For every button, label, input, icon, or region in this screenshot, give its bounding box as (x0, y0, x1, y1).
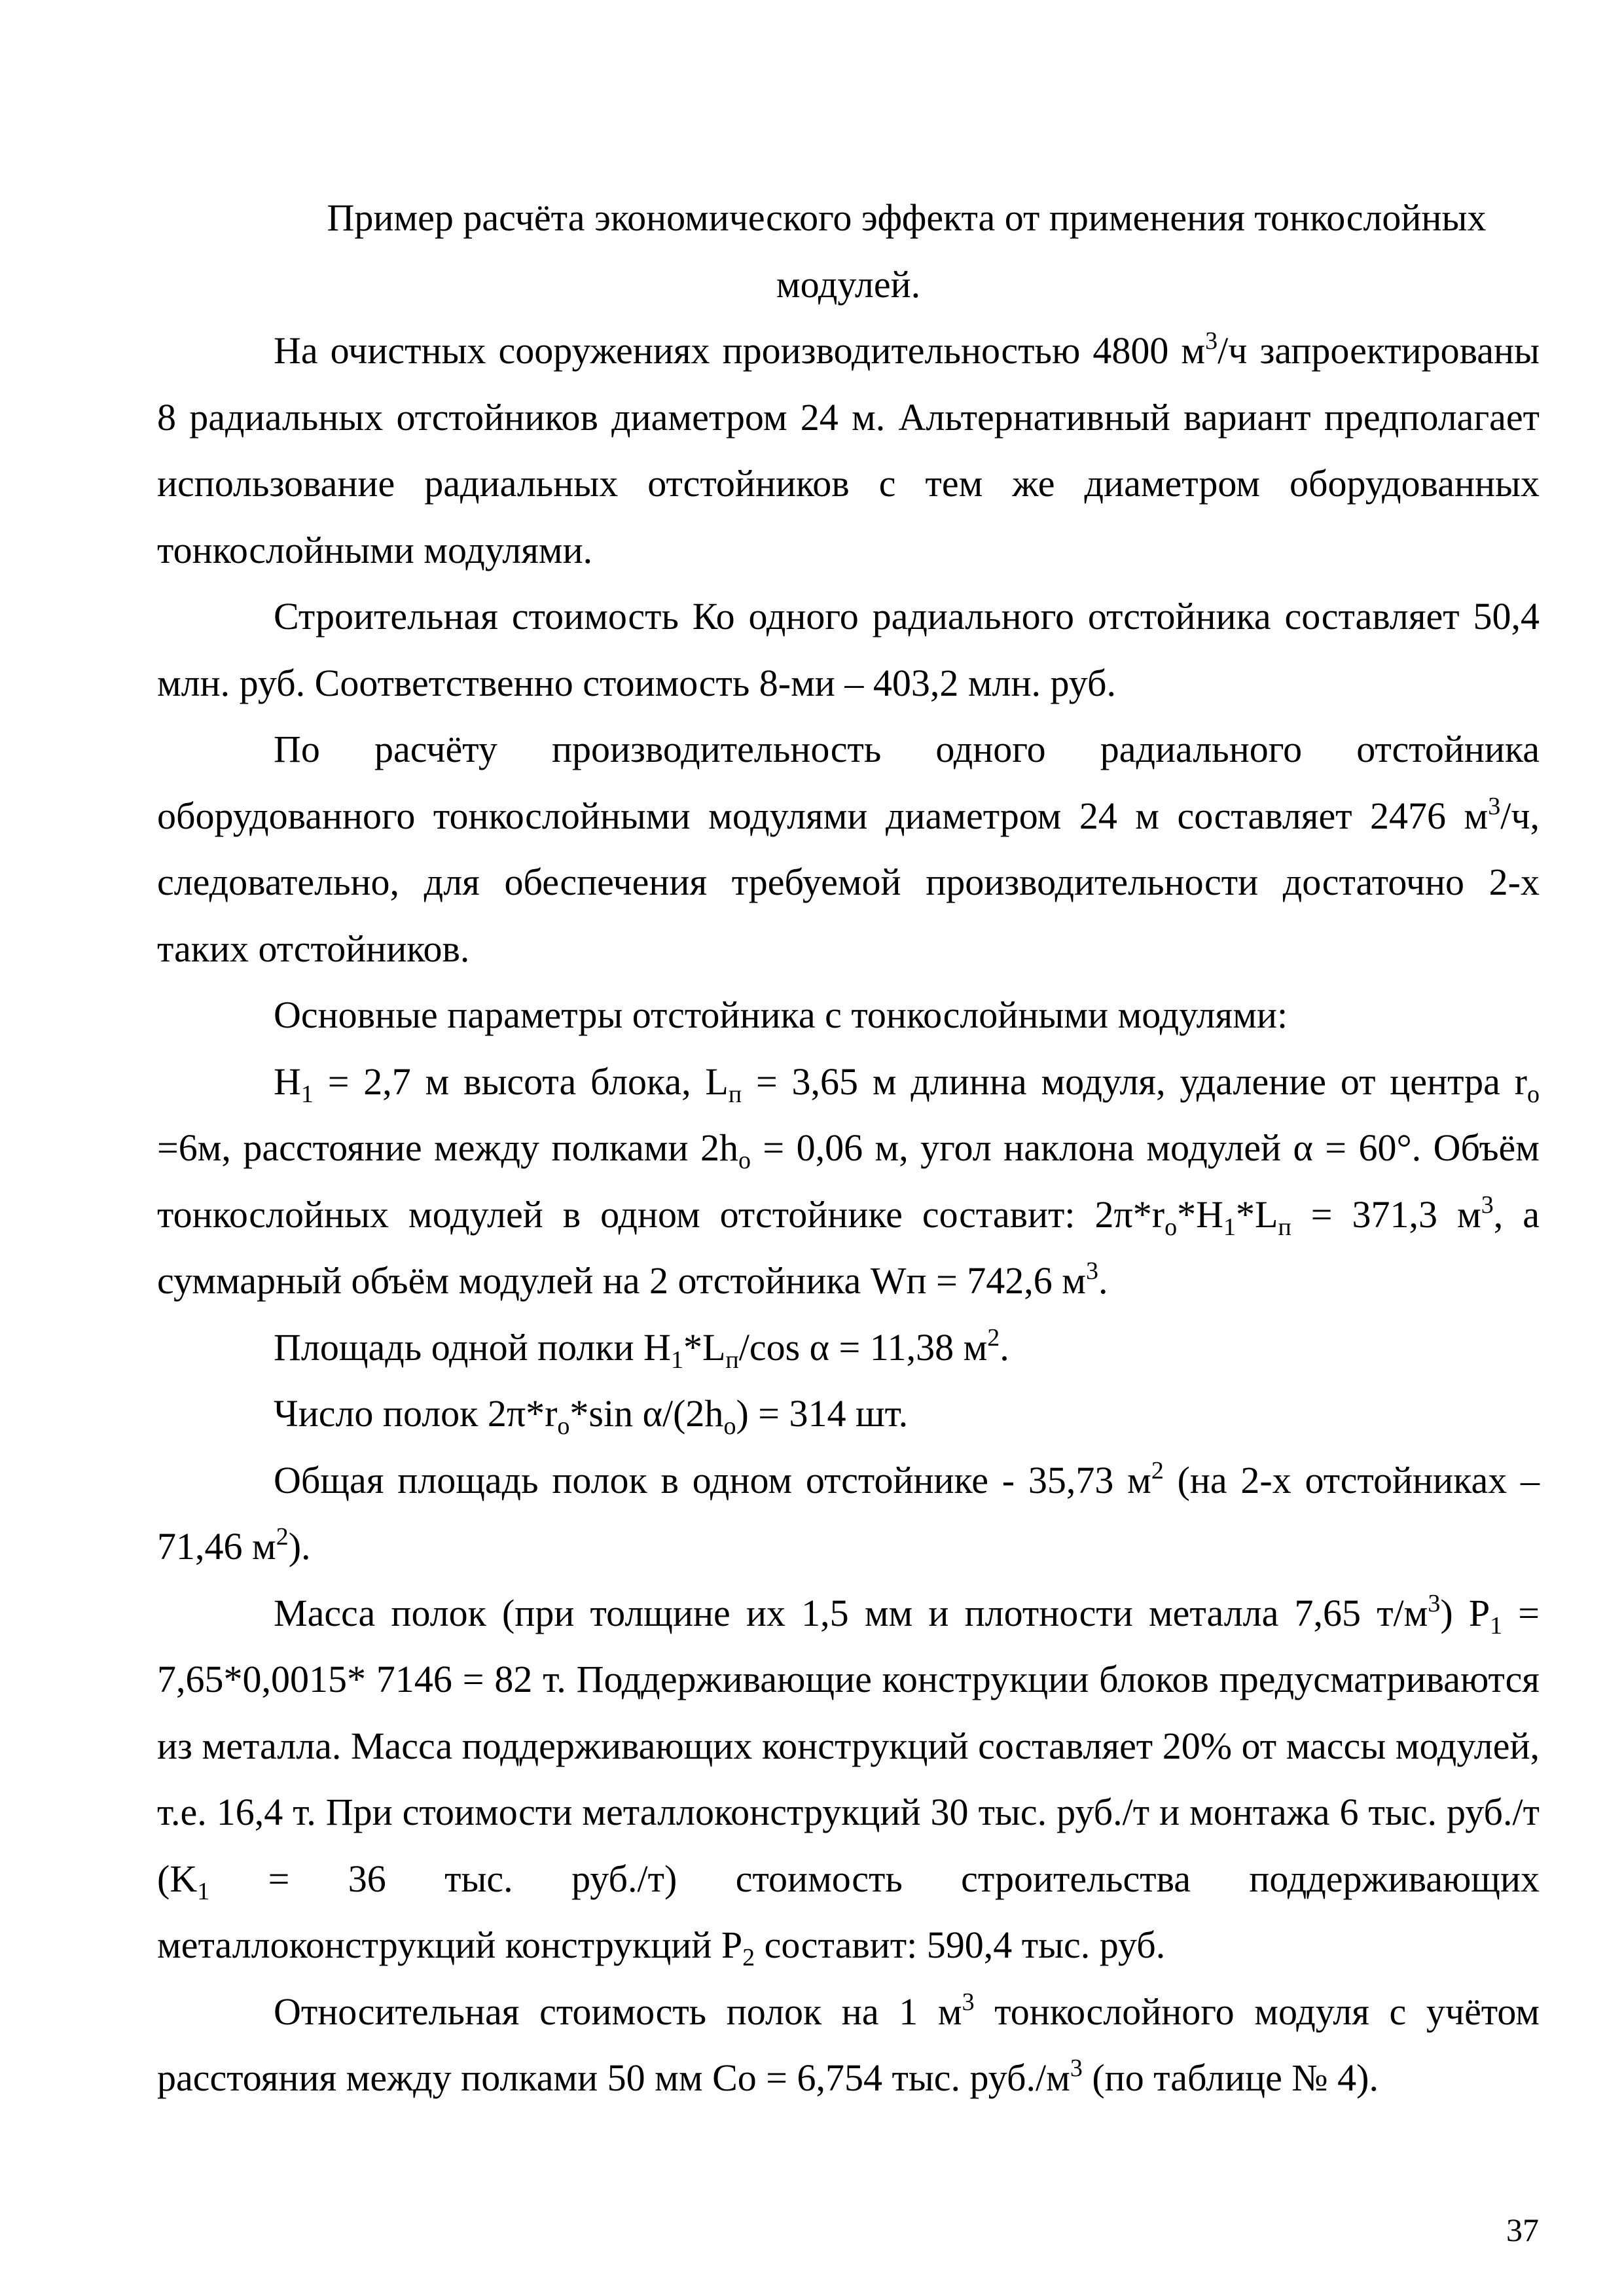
subscript: п (725, 1346, 739, 1374)
subscript: o (1164, 1213, 1178, 1241)
body-paragraph (157, 1049, 1540, 1314)
text-run: Строительная стоимость Ко одного радиального отстойника составляет 50,4 млн. руб. Соответственно стоимость 8-ми – 403,2 млн. руб. (157, 595, 1540, 704)
body-paragraph (157, 1314, 1540, 1381)
text-run: На очистных сооружениях производительностью 4800 м (274, 329, 1206, 372)
text-run: Площадь одной полки H (274, 1325, 671, 1369)
body-paragraph (157, 583, 1540, 716)
text-run: тонкослойного модуля с учётом расстояния между полками 50 мм Со = 6,754 тыс. руб./м (157, 1990, 1540, 2099)
text-run: Масса полок (при толщине их 1,5 мм и плотности металла 7,65 т/м (274, 1591, 1428, 1634)
page-number: 37 (1506, 2212, 1539, 2248)
text-run: . (1098, 1259, 1108, 1302)
document-page (157, 185, 1540, 2111)
subscript: o (1527, 1080, 1540, 1108)
text-run: *L (683, 1325, 726, 1369)
subscript: 1 (1490, 1611, 1503, 1640)
subscript: 1 (197, 1877, 210, 1905)
text-run: /cos α = 11,38 м (738, 1325, 988, 1369)
body-paragraph (157, 982, 1540, 1049)
subscript: o (723, 1412, 736, 1440)
body-paragraph (157, 1979, 1540, 2111)
text-run: = 36 тыс. руб./т) стоимость строительства поддерживающих металлоконструкций конструкций P (157, 1857, 1540, 1966)
text-run: Общая площадь полок в одном отстойнике - 35,73 м (274, 1458, 1151, 1501)
superscript: 3 (1481, 1191, 1494, 1219)
body-paragraph (157, 1380, 1540, 1447)
subscript: п (1278, 1213, 1291, 1241)
text-run: /ч запроектированы 8 радиальных отстойников диаметром 24 м. Альтернативный вариант предполагает использование радиальных отстойников с тем же диаметром оборудованных тонкослойными модулями. (157, 329, 1540, 571)
document-title (157, 185, 1540, 317)
subscript: 2 (742, 1944, 755, 1971)
body-paragraph (157, 716, 1540, 982)
text-run: (на 2-х отстойниках – 71,46 м (157, 1458, 1540, 1568)
text-run: *L (1236, 1193, 1278, 1236)
text-run: =6м, расстояние между полками 2h (157, 1126, 738, 1169)
superscript: 3 (962, 1988, 975, 2016)
superscript: 3 (1428, 1589, 1441, 1617)
text-run: ) P (1440, 1591, 1490, 1634)
text-run: Пример расчёта экономического эффекта от применения тонкослойных модулей. (327, 196, 1487, 306)
superscript: 3 (1070, 2054, 1083, 2082)
body-paragraph (157, 317, 1540, 583)
text-run: = 2,7 м высота блока, L (313, 1060, 729, 1103)
superscript: 3 (1488, 792, 1501, 820)
subscript: o (738, 1147, 751, 1174)
superscript: 2 (1151, 1456, 1164, 1484)
subscript: 1 (300, 1080, 314, 1108)
text-run: составит: 590,4 тыс. руб. (755, 1924, 1166, 1966)
text-run: ). (288, 1525, 311, 1568)
text-run: = 3,65 м длинна модуля, удаление от центра r (742, 1060, 1527, 1103)
text-run: *H (1177, 1193, 1223, 1236)
text-run: /ч, следовательно, для обеспечения требуемой производительности достаточно 2-х таких отстойников. (157, 794, 1540, 970)
superscript: 2 (276, 1523, 289, 1551)
text-run: (по таблице № 4). (1082, 2056, 1379, 2099)
text-run: H (274, 1060, 301, 1103)
text-run: = 7,65*0,0015* 7146 = 82 т. Поддерживающие конструкции блоков предусматриваются из металла. Масса поддерживающих конструкций составляет 20% от массы модулей, т.е. 16,4 т. При стоимости металлоконструкций 30 тыс. руб./т и монтажа 6 тыс. руб./т (K (157, 1591, 1540, 1900)
superscript: 3 (1205, 327, 1218, 355)
text-run: Основные параметры отстойника с тонкослойными модулями: (274, 994, 1288, 1036)
text-run: *sin α/(2h (569, 1392, 724, 1435)
text-run: , а суммарный объём модулей на 2 отстойника Wп = 742,6 м (157, 1193, 1540, 1302)
subscript: п (728, 1080, 742, 1108)
subscript: 1 (670, 1346, 683, 1374)
subscript: o (557, 1412, 570, 1440)
superscript: 3 (1086, 1257, 1098, 1285)
text-run: = 371,3 м (1291, 1193, 1481, 1236)
text-run: Относительная стоимость полок на 1 м (274, 1990, 962, 2033)
superscript: 2 (987, 1323, 1000, 1352)
text-run: ) = 314 шт. (736, 1392, 909, 1435)
body-paragraph (157, 1447, 1540, 1580)
subscript: 1 (1223, 1213, 1236, 1241)
text-run: Число полок 2π*r (274, 1392, 558, 1435)
text-run: . (1000, 1325, 1009, 1369)
text-run: = 0,06 м, угол наклона модулей α = 60°. Объём тонкослойных модулей в одном отстойнике составит: 2π*r (157, 1126, 1540, 1236)
body-paragraph (157, 1580, 1540, 1979)
text-run: По расчёту производительность одного радиального отстойника оборудованного тонкослойными модулями диаметром 24 м составляет 2476 м (157, 728, 1540, 837)
